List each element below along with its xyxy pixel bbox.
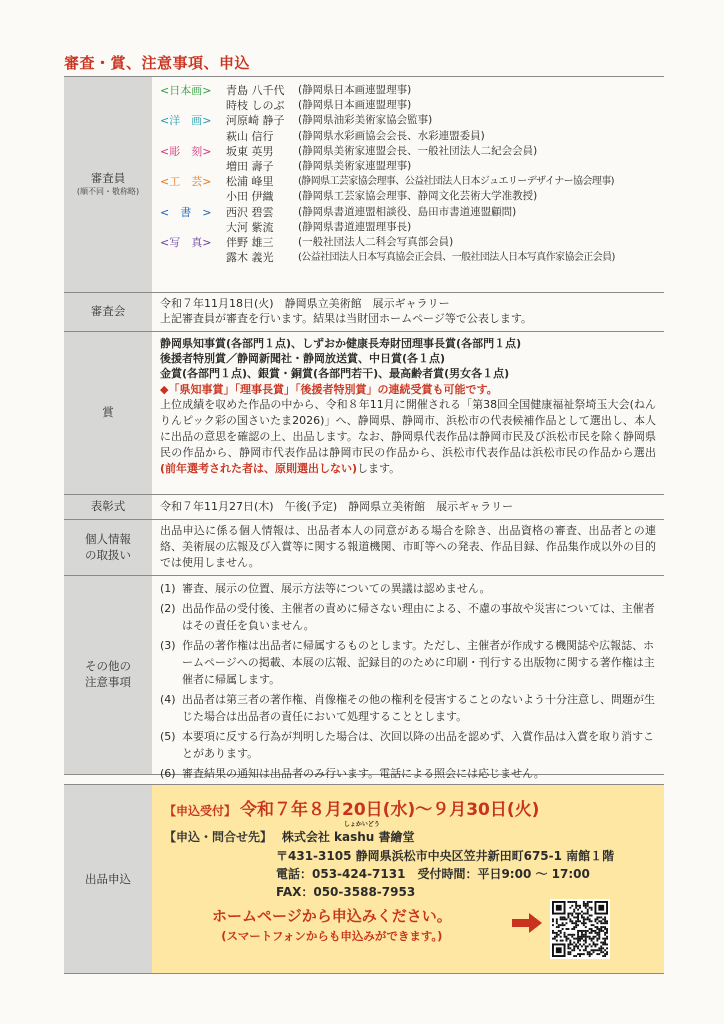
apply-box <box>152 785 664 973</box>
judge-name: 大河 紫流 <box>226 220 274 234</box>
judge-role: (静岡県工芸家協会理事、公益社団法人日本ジュエリーデザイナー協会理事) <box>298 176 614 188</box>
awards-para-red: (前年選考された者は、原則選出しない) <box>160 461 358 475</box>
apply-period <box>164 795 654 820</box>
notes-list <box>160 580 656 782</box>
judges-sub-label: (順不同・敬称略) <box>76 186 140 196</box>
judge-category: < 書 > <box>160 205 212 219</box>
ceremony-row <box>64 495 664 520</box>
note-item <box>160 580 656 597</box>
note-item <box>160 765 656 782</box>
judge-category: <写 真> <box>160 236 212 250</box>
judge-row <box>160 144 656 159</box>
notes-body <box>152 576 664 780</box>
awards-line3: 金賞(各部門１点)、銀賞・銅賞(各部門若干)、最高齢者賞(男女各１点) <box>160 367 510 381</box>
contact-head: 【申込・問合せ先】 <box>164 830 273 844</box>
judge-row <box>160 235 656 250</box>
note-item <box>160 728 656 762</box>
judges-list <box>152 77 664 292</box>
judge-role: (静岡県水彩画協会会長、水彩連盟委員) <box>298 129 485 142</box>
judge-role: (静岡県日本画連盟理事) <box>298 99 412 112</box>
judge-name: 伴野 雄三 <box>226 236 274 250</box>
notes-label-l1: その他の <box>85 659 131 674</box>
note-number: (2) <box>160 602 176 615</box>
note-number: (1) <box>160 582 176 595</box>
note-item <box>160 691 656 725</box>
judge-category <box>160 220 226 235</box>
section-title: 審査・賞、注意事項、申込 <box>64 54 251 72</box>
judge-role: (一般社団法人二科会写真部会員) <box>298 236 454 249</box>
judge-role: (静岡県日本画連盟理事) <box>298 84 412 96</box>
judges-label <box>64 77 152 292</box>
contact-fax: FAX：050-3588-7953 <box>276 885 416 899</box>
judge-row <box>160 250 656 265</box>
judge-row <box>160 220 656 235</box>
awards-row <box>64 332 664 495</box>
judge-row <box>160 83 656 98</box>
judge-name: 萩山 信行 <box>226 129 274 143</box>
awards-label: 賞 <box>64 332 152 494</box>
ceremony-text: 令和７年11月27日(木) 午後(予定) 静岡県立美術館 展示ギャラリー <box>160 500 514 513</box>
judge-name: 露木 義光 <box>226 251 274 265</box>
judge-row <box>160 174 656 189</box>
awards-line1: 静岡県知事賞(各部門１点)、しずおか健康長寿財団理事長賞(各部門１点) <box>160 337 522 350</box>
note-text: 出品作品の受付後、主催者の責めに帰さない理由による、不慮の事故や災害については、主催者はその責任を負いません。 <box>182 602 655 632</box>
judge-category <box>160 98 226 113</box>
judge-name: 松浦 峰里 <box>226 175 274 189</box>
awards-line2: 後援者特別賞／静岡新聞社・静岡放送賞、中日賞(各１点) <box>160 352 446 366</box>
screening-line2: 上記審査員が審査を行います。結果は当財団ホームページ等で公表します。 <box>160 312 533 326</box>
judge-role: (静岡県油彩美術家協会監事) <box>298 114 433 127</box>
privacy-row <box>64 520 664 576</box>
company-name-wrap <box>281 821 415 845</box>
note-number: (3) <box>160 639 176 652</box>
apply-period-head: 【申込受付】 <box>164 804 237 818</box>
judge-role: (静岡県美術家連盟理事) <box>298 160 412 173</box>
judge-category: <工 芸> <box>160 175 212 189</box>
screening-body <box>152 293 664 331</box>
screening-row <box>64 293 664 332</box>
judges-row <box>64 77 664 293</box>
judge-row <box>160 98 656 113</box>
judge-name: 坂東 英男 <box>226 144 274 158</box>
apply-contact <box>164 821 654 901</box>
judge-category: <日本画> <box>160 84 212 97</box>
note-text: 審査結果の通知は出品者のみ行います。電話による照会には応じません。 <box>182 767 545 780</box>
contact-address: 〒431-3105 静岡県浜松市中央区笠井新田町675-1 南館１階 <box>276 849 615 863</box>
apply-label: 出品申込 <box>64 785 152 973</box>
apply-period-dates: 令和７年８月20日(水)～９月30日(火) <box>240 800 540 820</box>
ceremony-label: 表彰式 <box>64 495 152 519</box>
awards-para-main: 上位成績を収めた作品の中から、令和８年11月に開催される「第38回全国健康福祉祭埼玉大会(ねんりんピック彩の国さいたま2026)」へ、静岡県、静岡市、浜松市の代表候補作品として選出し、本人に出品の意思を確認の上、出品します。なお、静岡県代表作品は静岡市民及び浜松市民を除く静岡県民の作品から、静岡市代表作品は静岡市民の作品から、浜松市代表作品は浜松市民の作品から選出 <box>160 397 656 459</box>
judge-category: <彫 刻> <box>160 144 212 158</box>
judge-category <box>160 159 226 174</box>
awards-body <box>152 332 664 494</box>
note-number: (5) <box>160 730 176 743</box>
awards-paragraph <box>160 397 656 477</box>
judge-row <box>160 113 656 128</box>
company-ruby: しょかいどう <box>343 821 380 828</box>
judge-row <box>160 129 656 144</box>
note-text: 審査、展示の位置、展示方法等についての異議は認めません。 <box>182 582 491 595</box>
note-item <box>160 600 656 634</box>
judge-name: 増田 壽子 <box>226 160 274 174</box>
judge-category <box>160 189 226 204</box>
cta-line2: (スマートフォンからも申込みができます。) <box>221 929 443 943</box>
note-item <box>160 637 656 688</box>
notes-label-l2: 注意事項 <box>85 675 131 689</box>
info-table <box>64 76 664 780</box>
judge-row <box>160 205 656 220</box>
privacy-label <box>64 520 152 575</box>
note-number: (6) <box>160 767 176 780</box>
apply-section <box>64 784 664 974</box>
judge-row <box>160 159 656 174</box>
screening-label: 審査会 <box>64 293 152 331</box>
note-number: (4) <box>160 693 176 706</box>
cta-line1: ホームページから申込みください。 <box>212 907 452 925</box>
judge-name: 青島 八千代 <box>226 84 285 97</box>
note-text: 出品者は第三者の著作権、肖像権その他の権利を侵害することのないよう十分注意し、問題が生じた場合は出品者の責任において処理することとします。 <box>182 693 655 723</box>
note-text: 作品の著作権は出品者に帰属するものとします。ただし、主催者が作成する機関誌や広報誌、ホームページへの掲載、本展の広報、記録目的のために印刷・刊行する出版物に関する著作権は主催者に帰属します。 <box>182 639 655 686</box>
judge-role: (静岡県工芸家協会理事、静岡文化芸術大学准教授) <box>298 190 538 203</box>
contact-phone: 電話：053-424-7131 受付時間：平日9:00 ～ 17:00 <box>276 867 590 881</box>
judge-category <box>160 129 226 144</box>
note-text: 本要項に反する行為が判明した場合は、次回以降の出品を認めず、入賞作品は入賞を取り消すことがあります。 <box>182 730 655 760</box>
judge-role: (公益社団法人日本写真協会正会員、一般社団法人日本写真作家協会正会員) <box>298 252 615 264</box>
awards-line4: ◆「県知事賞」「理事長賞」「後援者特別賞」の連続受賞も可能です。 <box>160 382 498 396</box>
company-name: 株式会社 kashu 書繪堂 <box>281 830 415 844</box>
notes-row <box>64 576 664 780</box>
notes-label <box>64 576 152 774</box>
cta-block <box>212 905 452 944</box>
qr-code-icon[interactable] <box>550 899 610 959</box>
privacy-text: 出品申込に係る個人情報は、出品者本人の同意がある場合を除き、出品資格の審査、出品者との連絡、美術展の広報及び入賞等に関する報道機関、市町等への発表、作品目録、作品集作成以外の目的では使用しません。 <box>160 524 656 569</box>
screening-line1: 令和７年11月18日(火) 静岡県立美術館 展示ギャラリー <box>160 297 450 310</box>
judge-name: 西沢 碧雲 <box>226 205 274 219</box>
judge-name: 河原崎 静子 <box>226 114 285 128</box>
judge-role: (静岡県書道連盟理事長) <box>298 220 412 233</box>
right-arrow-icon <box>512 913 542 933</box>
judge-role: (静岡県書道連盟相談役、島田市書道連盟顧問) <box>298 205 517 218</box>
judge-name: 小田 伊織 <box>226 190 274 204</box>
privacy-label-l1: 個人情報 <box>85 531 131 546</box>
judge-row <box>160 189 656 204</box>
judge-name: 時枝 しのぶ <box>226 99 285 113</box>
judge-category: <洋 画> <box>160 114 212 128</box>
judge-category <box>160 250 226 265</box>
judge-role: (静岡県美術家連盟会長、一般社団法人二紀会会員) <box>298 144 538 157</box>
privacy-label-l2: の取扱い <box>85 547 131 562</box>
judges-label-text: 審査員 <box>90 171 126 186</box>
awards-para-end: します。 <box>357 461 401 475</box>
